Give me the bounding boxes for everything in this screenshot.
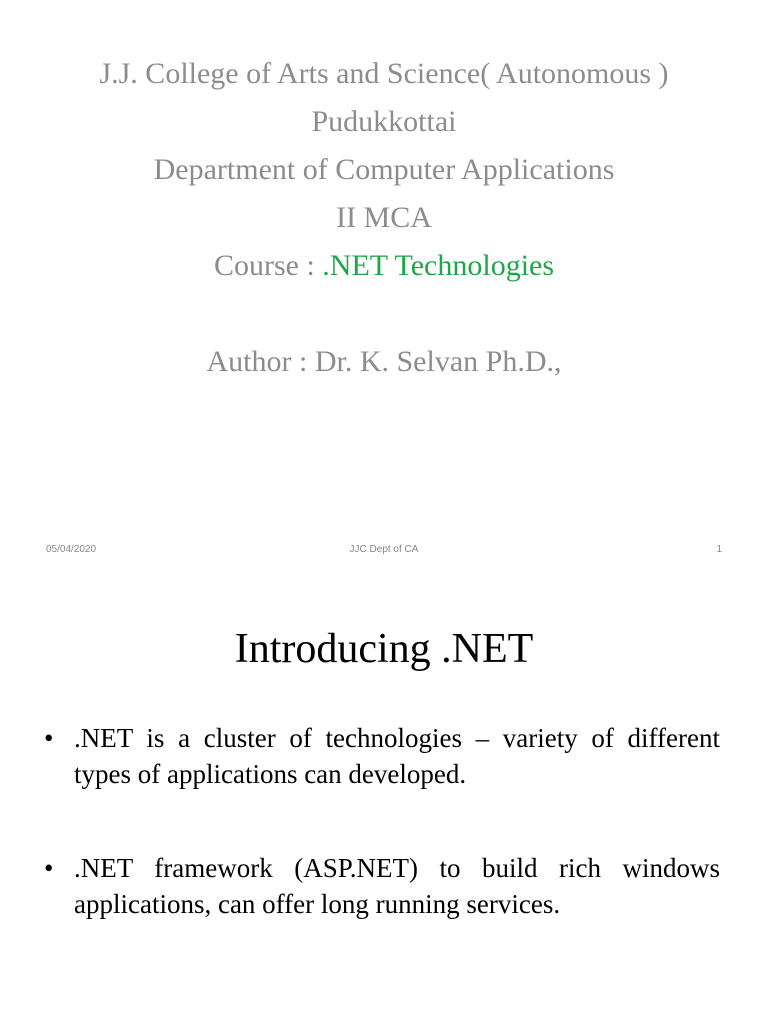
slide-title: Introducing .NET xyxy=(234,626,534,672)
college-city: Pudukkottai xyxy=(311,105,457,138)
department-name: Department of Computer Applications xyxy=(153,153,615,186)
bullet-text: .NET framework (ASP.NET) to build rich windows applications, can offer long running services. xyxy=(74,853,720,919)
course-label: Course : xyxy=(213,249,323,282)
content-slide xyxy=(0,576,768,1024)
bullet-text: .NET is a cluster of technologies – variety of different types of applications can developed. xyxy=(74,723,720,789)
author-line: Author : Dr. K. Selvan Ph.D., xyxy=(206,345,562,378)
footer-page-number: 1 xyxy=(716,544,722,555)
footer-date: 05/04/2020 xyxy=(46,544,97,555)
bullet-marker: • xyxy=(44,853,54,883)
course-name: .NET Technologies xyxy=(322,249,555,282)
bullet-item xyxy=(44,720,720,792)
course-line xyxy=(0,248,768,284)
footer-center-text: JJC Dept of CA xyxy=(349,544,419,555)
bullet-item xyxy=(44,850,720,922)
bullet-marker: • xyxy=(44,723,54,753)
college-name: J.J. College of Arts and Science( Autonomous ) xyxy=(99,57,669,90)
class-name: II MCA xyxy=(336,201,432,234)
